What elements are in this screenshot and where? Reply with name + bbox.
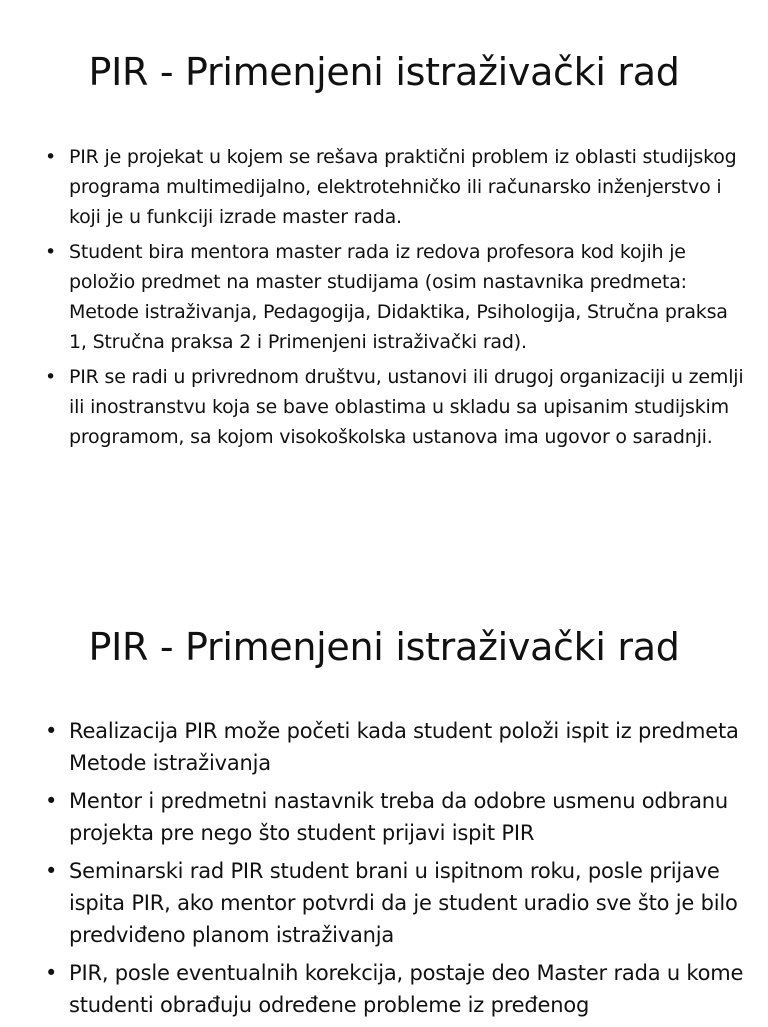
slide-title: PIR - Primenjeni istraživački rad	[88, 625, 680, 669]
slide-2	[0, 580, 768, 1024]
bullet-item: • Realizacija PIR može početi kada student položi ispit iz predmeta Metode istraživanja	[45, 715, 745, 779]
bullet-item: • Seminarski rad PIR student brani u ispitnom roku, posle prijave ispita PIR, ako mentor potvrdi da je student uradio sve što je bilo predviđeno planom istraživanja	[45, 855, 745, 951]
bullet-list	[45, 715, 745, 1027]
bullet-item: • PIR je projekat u kojem se rešava praktični problem iz oblasti studijskog programa multimedijalno, elektrotehničko ili računarsko inženjerstvo i koji je u funkciji izrade master rada.	[45, 142, 745, 232]
bullet-item: • Student bira mentora master rada iz redova profesora kod kojih je položio predmet na master studijama (osim nastavnika predmeta: Metode istraživanja, Pedagogija, Didaktika, Psihologija, Stručna praksa 1, Stručna praksa 2 i Primenjeni istraživački rad).	[45, 237, 745, 357]
slide-title: PIR - Primenjeni istraživački rad	[88, 50, 680, 94]
bullet-item: • PIR, posle eventualnih korekcija, postaje deo Master rada u kome studenti obrađuju određene probleme iz pređenog	[45, 957, 745, 1021]
bullet-list	[45, 142, 745, 457]
bullet-item: • PIR se radi u privrednom društvu, ustanovi ili drugoj organizaciji u zemlji ili inostranstvu koja se bave oblastima u skladu sa upisanim studijskim programom, sa kojom visokoškolska ustanova ima ugovor o saradnji.	[45, 362, 745, 452]
bullet-item: • Mentor i predmetni nastavnik treba da odobre usmenu odbranu projekta pre nego što student prijavi ispit PIR	[45, 785, 745, 849]
